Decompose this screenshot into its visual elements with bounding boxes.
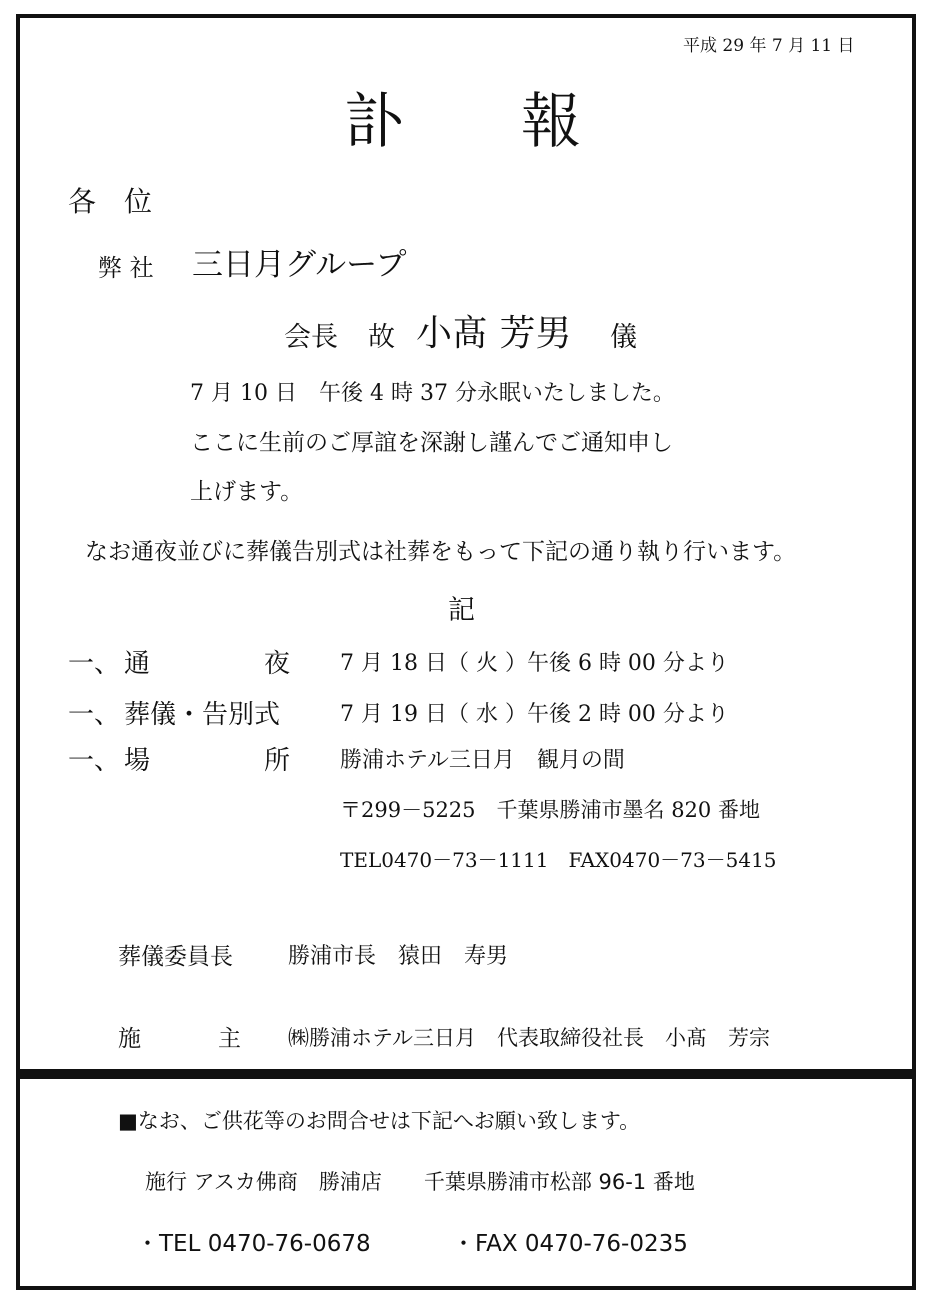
funeral-datetime: 7 月 19 日（ 水 ）午後 2 時 00 分より: [340, 702, 729, 727]
venue-prefix: 一、: [68, 746, 121, 776]
provider-tel: ・TEL 0470-76-0678: [136, 1231, 371, 1257]
message-line-2: ここに生前のご厚誼を深謝し謹んでご通知申し: [190, 430, 673, 456]
deceased-title: 会長: [284, 322, 338, 353]
host-label-b: 主: [218, 1026, 241, 1052]
committee-chair: 勝浦市長 猿田 寿男: [288, 944, 509, 969]
issue-date: 平成 29 年 7 月 11 日: [683, 36, 855, 56]
provider-info: 施行 アスカ佛商 勝浦店 千葉県勝浦市松部 96-1 番地: [145, 1170, 695, 1194]
ki-heading: 記: [448, 595, 475, 626]
venue-address: 〒299－5225 千葉県勝浦市墨名 820 番地: [340, 798, 760, 822]
provider-fax: ・FAX 0470-76-0235: [452, 1231, 688, 1257]
funeral-prefix: 一、: [68, 700, 121, 730]
funeral-label: 葬儀・告別式: [124, 700, 281, 730]
deceased-prefix: 故: [368, 322, 395, 353]
company-name: 三日月グループ: [192, 247, 407, 283]
deceased-suffix: 儀: [610, 322, 637, 353]
deceased-name: 小髙 芳男: [416, 313, 572, 354]
wake-label-a: 通: [124, 649, 151, 679]
company-label: 弊 社: [98, 254, 154, 282]
ceremony-notice: なお通夜並びに葬儀告別式は社葬をもって下記の通り執り行います。: [85, 539, 797, 565]
wake-datetime: 7 月 18 日（ 火 ）午後 6 時 00 分より: [340, 651, 729, 676]
venue-phone: TEL0470－73－1111 FAX0470－73－5415: [340, 848, 777, 872]
addressee: 各 位: [68, 185, 153, 218]
floral-inquiry: ■なお、ご供花等のお問合せは下記へお願い致します。: [118, 1109, 641, 1133]
message-line-3: 上げます。: [190, 479, 304, 505]
committee-label: 葬儀委員長: [118, 944, 233, 970]
footer-divider: [16, 1069, 916, 1079]
host-name: ㈱勝浦ホテル三日月 代表取締役社長 小髙 芳宗: [288, 1026, 770, 1050]
message-line-1: 7 月 10 日 午後 4 時 37 分永眠いたしました。: [190, 381, 675, 406]
venue-name: 勝浦ホテル三日月 観月の間: [340, 748, 625, 773]
title-char-2: 報: [521, 87, 581, 157]
title-char-1: 訃: [344, 87, 404, 157]
wake-prefix: 一、: [68, 649, 121, 679]
host-label-a: 施: [118, 1026, 141, 1052]
venue-label-a: 場: [124, 746, 151, 776]
wake-label-b: 夜: [264, 649, 291, 679]
venue-label-b: 所: [264, 746, 291, 776]
